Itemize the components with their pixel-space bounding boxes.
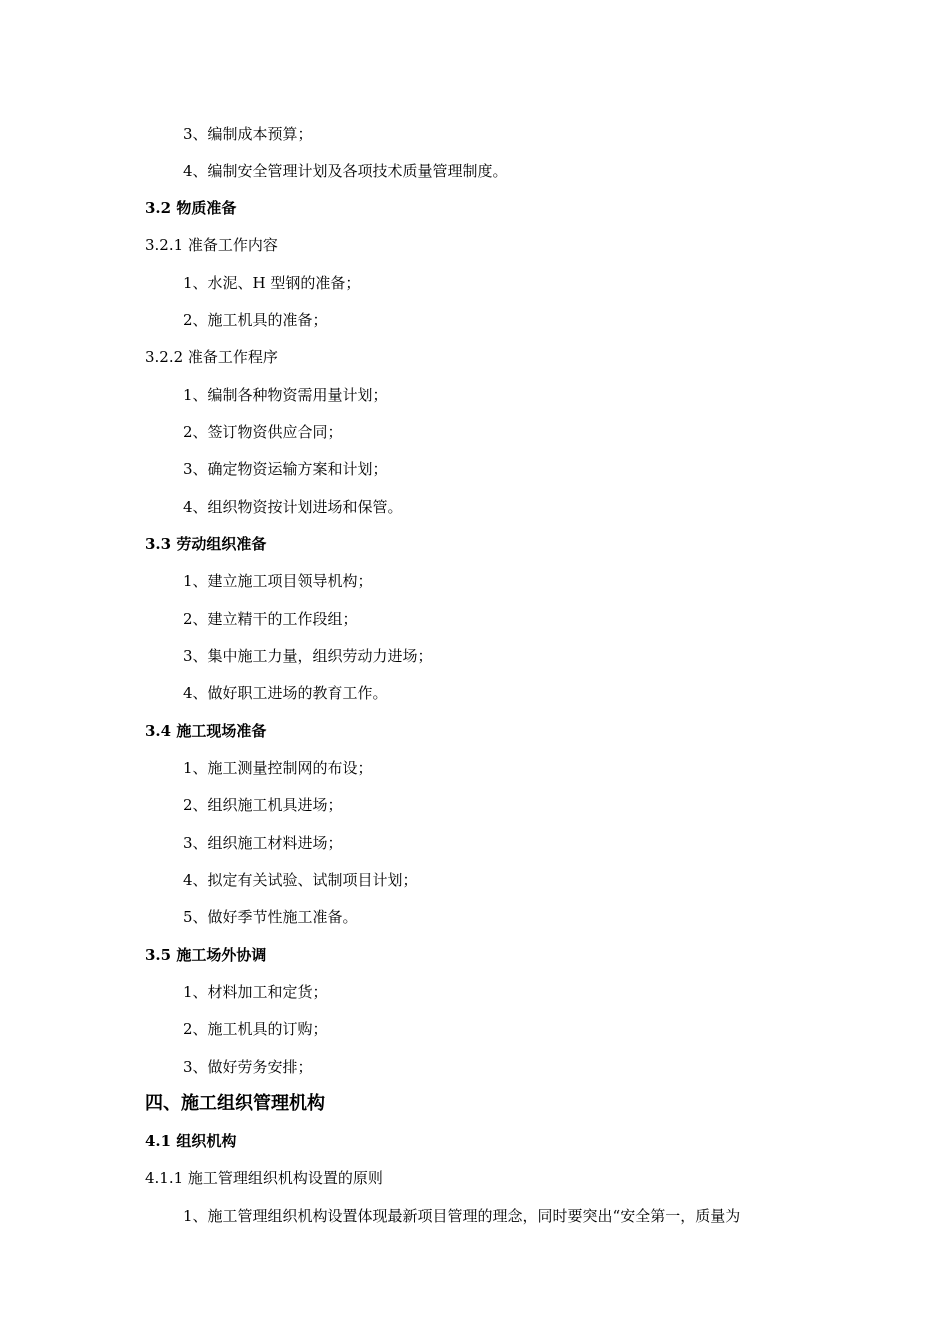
list-item: 2、建立精干的工作段组； [183,610,358,628]
chapter-heading-4: 四、施工组织管理机构 [145,1093,325,1114]
list-item: 1、建立施工项目领导机构； [183,572,373,590]
list-item: 3、编制成本预算； [183,125,313,143]
list-item: 2、组织施工机具进场； [183,796,343,814]
list-item: 3、做好劳务安排； [183,1058,313,1076]
section-heading-3-4: 3.4 施工现场准备 [145,722,267,740]
list-item: 2、施工机具的订购； [183,1020,328,1038]
list-item: 2、施工机具的准备； [183,311,328,329]
section-heading-4-1: 4.1 组织机构 [145,1132,237,1150]
list-item: 5、做好季节性施工准备。 [183,908,358,926]
subsection-heading-3-2-1: 3.2.1 准备工作内容 [145,236,278,254]
list-item: 3、组织施工材料进场； [183,834,343,852]
list-item: 1、材料加工和定货； [183,983,328,1001]
section-heading-3-2: 3.2 物质准备 [145,199,237,217]
list-item: 4、编制安全管理计划及各项技术质量管理制度。 [183,162,508,180]
subsection-heading-3-2-2: 3.2.2 准备工作程序 [145,348,278,366]
list-item: 3、确定物资运输方案和计划； [183,460,388,478]
list-item: 4、组织物资按计划进场和保管。 [183,498,403,516]
list-item: 1、编制各种物资需用量计划； [183,386,388,404]
section-heading-3-3: 3.3 劳动组织准备 [145,535,267,553]
list-item: 1、水泥、H 型钢的准备； [183,274,361,292]
list-item: 4、拟定有关试验、试制项目计划； [183,871,418,889]
section-heading-3-5: 3.5 施工场外协调 [145,946,267,964]
list-item: 3、集中施工力量，组织劳动力进场； [183,647,433,665]
subsection-heading-4-1-1: 4.1.1 施工管理组织机构设置的原则 [145,1169,383,1187]
list-item: 2、签订物资供应合同； [183,423,343,441]
list-item: 1、施工测量控制网的布设； [183,759,373,777]
list-item: 4、做好职工进场的教育工作。 [183,684,388,702]
list-item: 1、施工管理组织机构设置体现最新项目管理的理念，同时要突出“安全第一，质量为 [183,1207,741,1225]
